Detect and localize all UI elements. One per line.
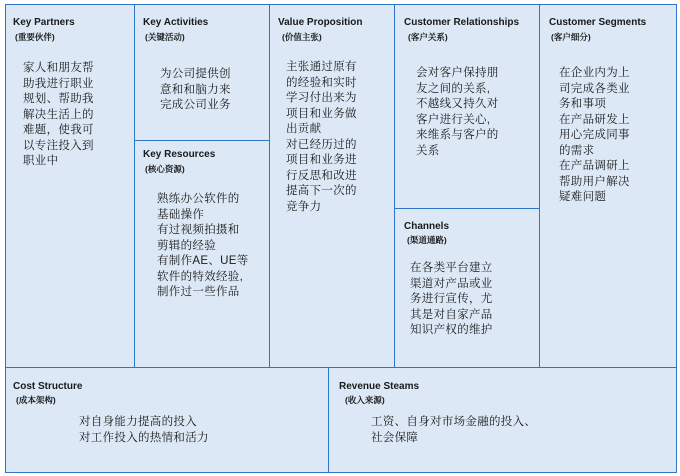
customer-segments-title: Customer Segments [549, 17, 647, 28]
key-resources-text: 熟练办公软件的 基础操作 有过视频拍摄和 剪辑的经验 有制作AE、UE等 软件的特效经验, 制作过一些作品 [157, 193, 249, 298]
customer-relationships-subtitle: (客户关系) [408, 32, 448, 42]
cost-structure-subtitle: (成本架构) [16, 395, 56, 405]
customer-relationships-text: 会对客户保持朋 友之间的关系, 不越线又持久对 客户进行关心, 来维系与客户的 关系 [416, 67, 499, 157]
customer-relationships-title: Customer Relationships [404, 17, 520, 28]
cost-structure-text: 对自身能力提高的投入 对工作投入的热情和活力 [79, 416, 209, 444]
key-partners-block [5, 4, 135, 368]
key-activities-text: 为公司提供创 意和和脑力来 完成公司业务 [160, 68, 231, 111]
revenue-streams-subtitle: (收入来源) [345, 395, 385, 405]
revenue-streams-text: 工资、自身对市场金融的投入、 社会保障 [371, 416, 537, 444]
key-activities-subtitle: (关键活动) [145, 32, 185, 42]
value-proposition-text: 主张通过原有 的经验和实时 学习付出来为 项目和业务做 出贡献 对已经历过的 项目和业务进 行反思和改进 提高下一次的 竞争力 [286, 61, 357, 213]
channels-subtitle: (渠道通路) [407, 235, 447, 245]
revenue-streams-title: Revenue Steams [339, 381, 420, 392]
channels-text: 在各类平台建立 渠道对产品或业 务进行宣传，尤 其是对自家产品 知识产权的维护 [410, 262, 493, 336]
key-activities-title: Key Activities [143, 17, 209, 28]
customer-segments-subtitle: (客户细分) [551, 32, 591, 42]
key-resources-subtitle: (核心资源) [145, 164, 185, 174]
value-proposition-title: Value Proposition [278, 17, 363, 28]
key-partners-subtitle: (重要伙伴) [15, 32, 55, 42]
value-proposition-subtitle: (价值主张) [282, 32, 322, 42]
cost-structure-title: Cost Structure [13, 381, 83, 392]
key-resources-title: Key Resources [143, 149, 216, 160]
channels-title: Channels [404, 221, 450, 232]
key-partners-text: 家人和朋友帮 助我进行职业 规划、帮助我 解决生活上的 难题，使我可 以专注投入到 职业中 [23, 62, 94, 167]
key-partners-title: Key Partners [13, 17, 75, 28]
customer-segments-text: 在企业内为上 司完成各类业 务和事项 在产品研发上 用心完成同事 的需求 在产品调研上 帮助用户解决 疑难问题 [559, 67, 630, 203]
